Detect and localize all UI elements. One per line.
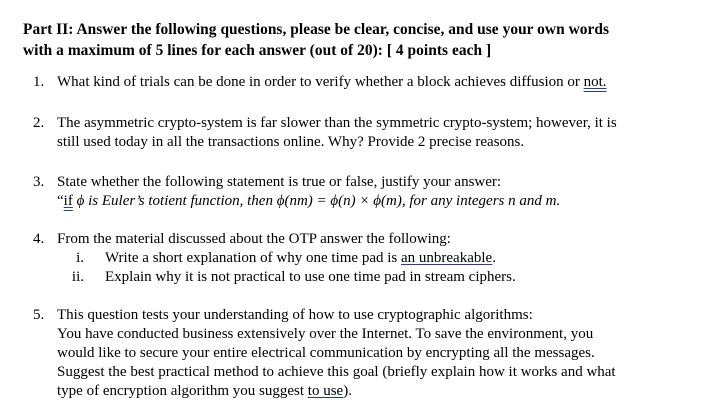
subitem-i-period: . xyxy=(492,250,496,266)
instructions-line-2: with a maximum of 5 lines for each answer (out of 20): [ 4 points each ] xyxy=(23,42,492,59)
question-1-underlined: not. xyxy=(583,74,607,90)
question-3-line-1: State whether the following statement is true or false, justify your answer: xyxy=(57,174,502,190)
subitem-i-underlined: an unbreakable xyxy=(401,250,493,266)
question-5-underlined: to use xyxy=(307,383,344,399)
question-3-if: if xyxy=(63,193,73,209)
question-text xyxy=(57,114,687,152)
question-text xyxy=(57,73,687,92)
question-5-line-2: You have conducted business extensively over the Internet. To save the environment, you xyxy=(57,326,594,342)
question-text xyxy=(57,306,687,401)
question-text xyxy=(57,173,687,211)
instructions-line-1: Answer the following questions, please be clear, concise, and use your own words xyxy=(73,21,610,38)
question-2-line-2: still used today in all the transactions online. Why? Provide 2 precise reasons. xyxy=(57,134,525,150)
subitem-i-text: Write a short explanation of why one time pad is xyxy=(105,250,401,266)
question-number: 2. xyxy=(33,115,45,131)
question-5-closing: ). xyxy=(343,383,352,399)
part-header xyxy=(23,19,703,61)
question-5-line-3: would like to secure your entire electrical communication by encrypting all the messages. xyxy=(57,345,595,361)
part-label: Part II: xyxy=(23,21,74,38)
question-number: 1. xyxy=(33,74,45,90)
subitem-text: Explain why it is not practical to use one time pad in stream ciphers. xyxy=(105,269,516,285)
question-number: 4. xyxy=(33,231,45,247)
subitem-number: ii. xyxy=(71,269,84,285)
question-3-statement: ϕ is Euler’s totient function, then ϕ(nm) = ϕ(n) × ϕ(m), for any integers n and m. xyxy=(72,193,561,209)
question-2-line-1: The asymmetric crypto-system is far slower than the symmetric crypto-system; however, it is xyxy=(57,115,617,131)
question-1-text: What kind of trials can be done in order to verify whether a block achieves diffusion or xyxy=(57,74,584,90)
question-number: 5. xyxy=(33,307,45,323)
question-3-open-quote: “ xyxy=(57,193,64,209)
subitem-number: i. xyxy=(76,250,84,266)
question-5-line-4: Suggest the best practical method to achieve this goal (briefly explain how it works and what xyxy=(57,364,616,380)
subitem-text xyxy=(105,249,695,268)
question-number: 3. xyxy=(33,174,45,190)
question-text: From the material discussed about the OTP answer the following: xyxy=(57,231,451,247)
question-5-line-1: This question tests your understanding of how to use cryptographic algorithms: xyxy=(57,307,533,323)
question-5-line-5: type of encryption algorithm you suggest xyxy=(57,383,308,399)
